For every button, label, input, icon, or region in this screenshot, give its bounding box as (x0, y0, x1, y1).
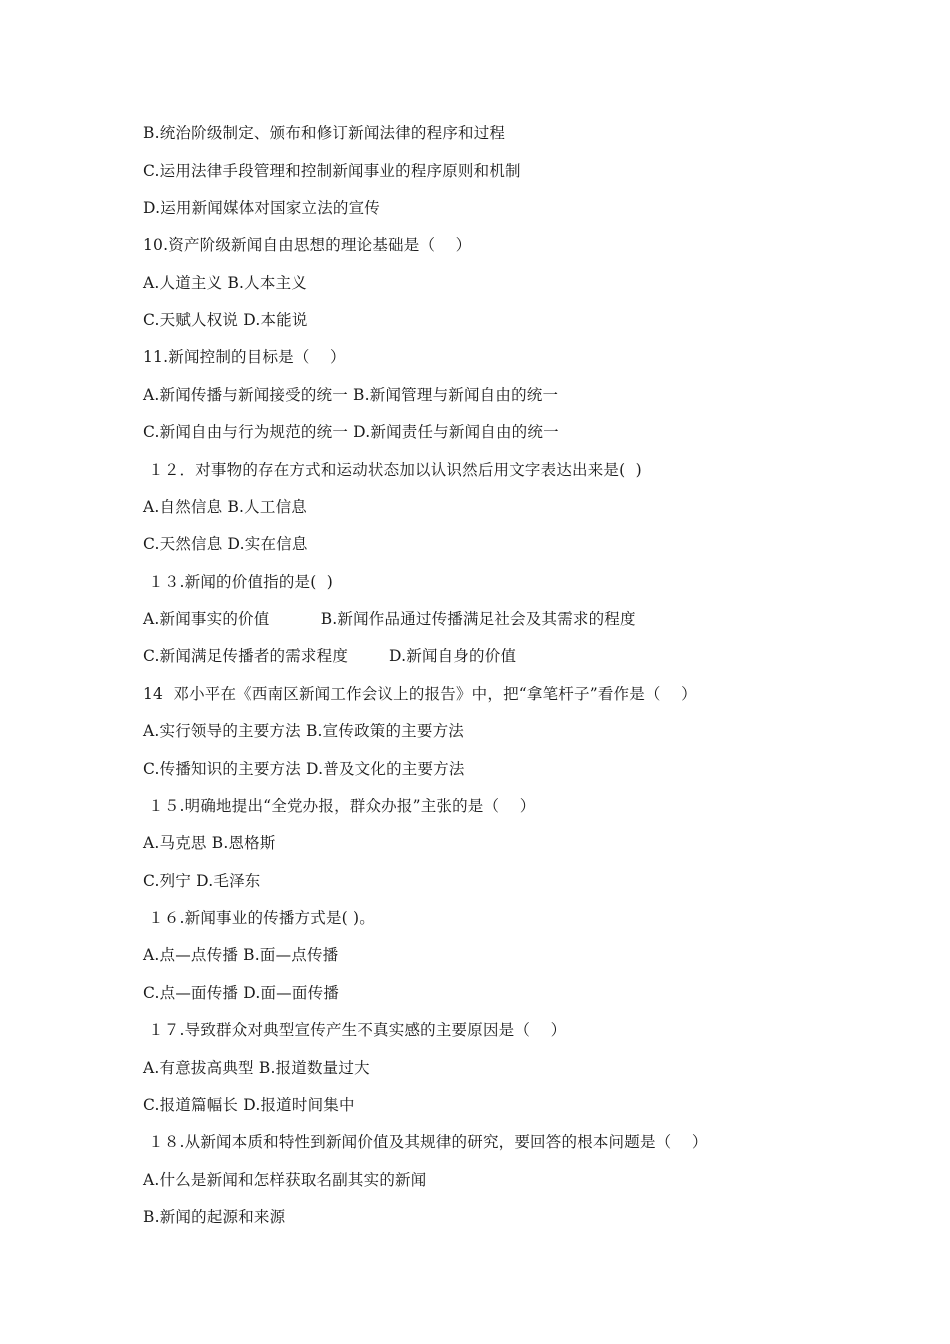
option-line: A.点—点传播 B.面—点传播 (143, 946, 339, 964)
option-line: A.实行领导的主要方法 B.宣传政策的主要方法 (143, 722, 464, 740)
option-line: C.新闻满足传播者的需求程度 D.新闻自身的价值 (143, 647, 517, 665)
question-line: 14 邓小平在《西南区新闻工作会议上的报告》中，把“拿笔杆子”看作是（ ） (143, 685, 697, 703)
option-line: C.新闻自由与行为规范的统一 D.新闻责任与新闻自由的统一 (143, 423, 559, 441)
option-line: D.运用新闻媒体对国家立法的宣传 (143, 199, 381, 217)
question-line: １２．对事物的存在方式和运动状态加以认识然后用文字表达出来是( ) (143, 461, 642, 479)
option-line: A.新闻事实的价值 B.新闻作品通过传播满足社会及其需求的程度 (143, 610, 636, 628)
question-line: 11.新闻控制的目标是（ ） (143, 348, 346, 366)
option-line: A.自然信息 B.人工信息 (143, 498, 307, 516)
option-line: A.什么是新闻和怎样获取名副其实的新闻 (143, 1171, 427, 1189)
option-line: A.马克思 B.恩格斯 (143, 834, 276, 852)
option-line: C.列宁 D.毛泽东 (143, 872, 261, 890)
question-line: １５.明确地提出“全党办报，群众办报”主张的是（ ） (143, 797, 536, 815)
question-line: １７.导致群众对典型宣传产生不真实感的主要原因是（ ） (143, 1021, 567, 1039)
option-line: A.有意拔高典型 B.报道数量过大 (143, 1059, 370, 1077)
option-line: C.运用法律手段管理和控制新闻事业的程序原则和机制 (143, 162, 521, 180)
option-line: A.新闻传播与新闻接受的统一 B.新闻管理与新闻自由的统一 (143, 386, 559, 404)
option-line: C.天然信息 D.实在信息 (143, 535, 308, 553)
option-line: C.传播知识的主要方法 D.普及文化的主要方法 (143, 760, 465, 778)
option-line: C.天赋人权说 D.本能说 (143, 311, 308, 329)
question-line: 10.资产阶级新闻自由思想的理论基础是（ ） (143, 236, 472, 254)
option-line: B.新闻的起源和来源 (143, 1208, 286, 1226)
option-line: C.报道篇幅长 D.报道时间集中 (143, 1096, 355, 1114)
question-line: １８.从新闻本质和特性到新闻价值及其规律的研究，要回答的根本问题是（ ） (143, 1133, 708, 1151)
question-line: １６.新闻事业的传播方式是( )。 (143, 909, 375, 927)
option-line: C.点—面传播 D.面—面传播 (143, 984, 339, 1002)
option-line: B.统治阶级制定、颁布和修订新闻法律的程序和过程 (143, 124, 506, 142)
question-line: １３.新闻的价值指的是( ) (143, 573, 334, 591)
option-line: A.人道主义 B.人本主义 (143, 274, 307, 292)
